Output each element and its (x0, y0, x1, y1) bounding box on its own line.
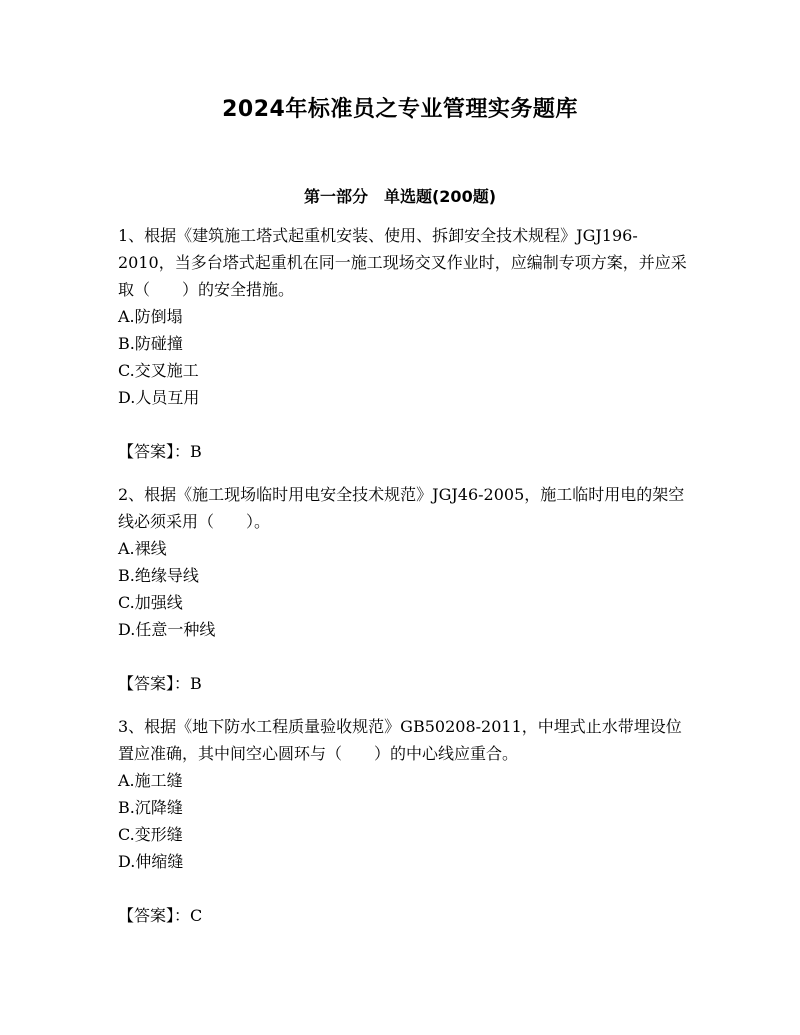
question-3 (118, 713, 688, 929)
option-c: C.加强线 (118, 593, 183, 612)
option-c: C.交叉施工 (118, 361, 199, 380)
question-1 (118, 222, 688, 465)
answer: 【答案】：C (118, 906, 203, 925)
option-d: D.人员互用 (118, 388, 200, 407)
option-d: D.伸缩缝 (118, 852, 184, 871)
question-text: 2、根据《施工现场临时用电安全技术规范》JGJ46-2005，施工临时用电的架空线必须采用（ ）。 (118, 485, 685, 531)
answer: 【答案】：B (118, 442, 202, 461)
question-2 (118, 481, 688, 697)
option-b: B.绝缘导线 (118, 566, 199, 585)
option-a: A.施工缝 (118, 771, 183, 790)
document-title: 2024年标准员之专业管理实务题库 (222, 97, 578, 122)
option-a: A.裸线 (118, 539, 167, 558)
question-text: 3、根据《地下防水工程质量验收规范》GB50208-2011，中埋式止水带埋设位置应准确，其中间空心圆环与（ ）的中心线应重合。 (118, 717, 682, 763)
answer: 【答案】：B (118, 674, 202, 693)
option-c: C.变形缝 (118, 825, 183, 844)
question-text: 1、根据《建筑施工塔式起重机安装、使用、拆卸安全技术规程》JGJ196-2010，当多台塔式起重机在同一施工现场交叉作业时，应编制专项方案，并应采取（ ）的安全措施。 (118, 226, 687, 299)
section-title: 第一部分 单选题(200题) (303, 187, 497, 206)
option-b: B.防碰撞 (118, 334, 183, 353)
option-b: B.沉降缝 (118, 798, 183, 817)
option-a: A.防倒塌 (118, 307, 183, 326)
option-d: D.任意一种线 (118, 620, 216, 639)
